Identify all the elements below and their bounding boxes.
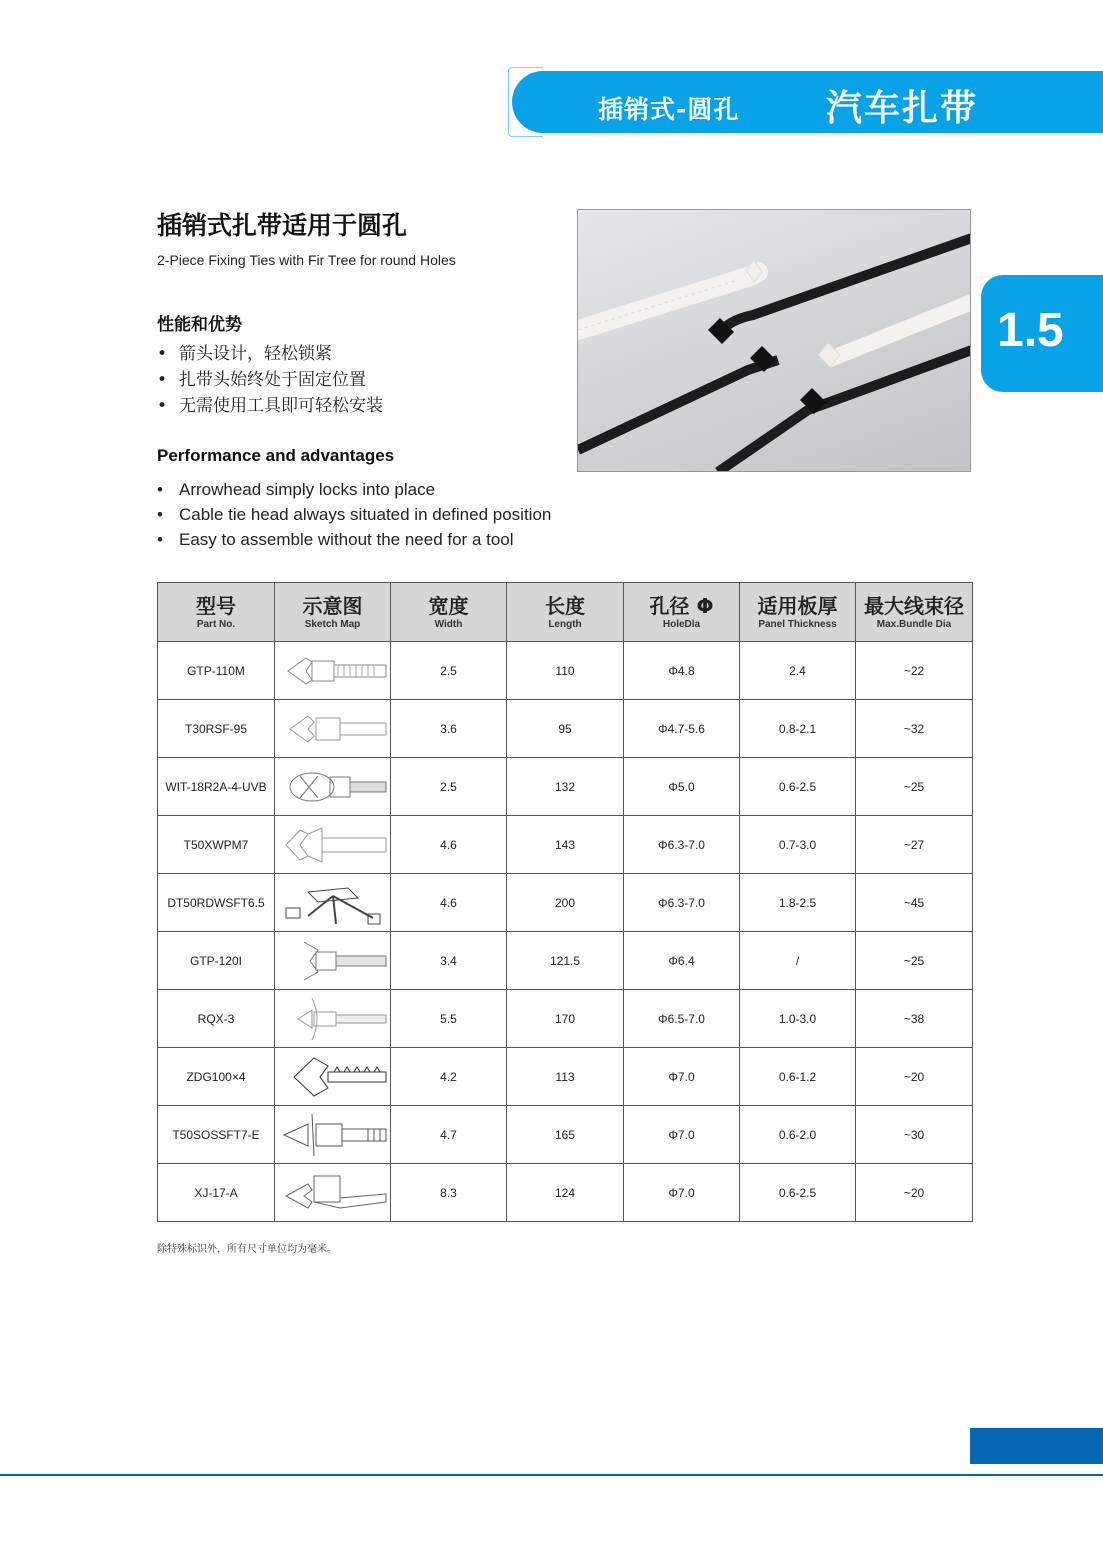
hole-dia: Φ7.0 bbox=[624, 1106, 740, 1164]
panel-thickness: 1.0-3.0 bbox=[740, 990, 856, 1048]
width: 4.6 bbox=[391, 874, 507, 932]
part-no: T50XWPM7 bbox=[158, 816, 275, 874]
header-bundle: 最大线束径 Max.Bundle Dia bbox=[856, 583, 973, 642]
part-no: ZDG100×4 bbox=[158, 1048, 275, 1106]
features-list-en bbox=[157, 477, 551, 552]
width: 3.4 bbox=[391, 932, 507, 990]
list-item: • Easy to assemble without the need for a tool bbox=[157, 530, 514, 549]
fir-tree-tie-sketch bbox=[278, 820, 388, 870]
panel-thickness: 0.6-1.2 bbox=[740, 1048, 856, 1106]
width: 8.3 bbox=[391, 1164, 507, 1222]
max-bundle: ~32 bbox=[856, 700, 973, 758]
features-heading-en: Performance and advantages bbox=[157, 446, 395, 465]
max-bundle: ~20 bbox=[856, 1164, 973, 1222]
hole-dia: Φ4.7-5.6 bbox=[624, 700, 740, 758]
features-list-cn bbox=[157, 341, 383, 419]
fir-tree-tie-sketch bbox=[278, 994, 388, 1044]
length: 200 bbox=[507, 874, 624, 932]
section-tab bbox=[981, 275, 1103, 392]
sketch-map bbox=[275, 700, 391, 758]
sketch-map bbox=[275, 1048, 391, 1106]
part-no: RQX-3 bbox=[158, 990, 275, 1048]
length: 95 bbox=[507, 700, 624, 758]
header-hole: 孔径 Φ HoleDla bbox=[624, 583, 740, 642]
product-title-en: 2-Piece Fixing Ties with Fir Tree for round Holes bbox=[157, 252, 456, 268]
list-item: • Cable tie head always situated in defined position bbox=[157, 505, 552, 524]
fir-tree-tie-sketch bbox=[278, 936, 388, 986]
fir-tree-tie-sketch bbox=[278, 646, 388, 696]
product-photo bbox=[577, 209, 971, 472]
width: 3.6 bbox=[391, 700, 507, 758]
table-row bbox=[158, 1048, 973, 1106]
hole-dia: Φ7.0 bbox=[624, 1048, 740, 1106]
list-item: • 无需使用工具即可轻松安装 bbox=[157, 396, 383, 416]
width: 4.7 bbox=[391, 1106, 507, 1164]
sketch-map bbox=[275, 642, 391, 700]
fir-tree-tie-sketch bbox=[278, 1110, 388, 1160]
section-number: 1.5 bbox=[997, 304, 1064, 357]
cable-ties-illustration bbox=[578, 210, 971, 472]
hole-dia: Φ6.3-7.0 bbox=[624, 874, 740, 932]
sketch-map bbox=[275, 758, 391, 816]
width: 4.6 bbox=[391, 816, 507, 874]
panel-thickness: 0.6-2.0 bbox=[740, 1106, 856, 1164]
fir-tree-tie-sketch bbox=[278, 704, 388, 754]
header-length: 长度 Length bbox=[507, 583, 624, 642]
table-row bbox=[158, 816, 973, 874]
list-item: • 箭头设计，轻松锁紧 bbox=[157, 344, 332, 364]
max-bundle: ~27 bbox=[856, 816, 973, 874]
banner-title: 汽车扎带 bbox=[826, 88, 979, 129]
table-row bbox=[158, 758, 973, 816]
panel-thickness: 0.7-3.0 bbox=[740, 816, 856, 874]
part-no: DT50RDWSFT6.5 bbox=[158, 874, 275, 932]
max-bundle: ~25 bbox=[856, 932, 973, 990]
max-bundle: ~25 bbox=[856, 758, 973, 816]
panel-thickness: / bbox=[740, 932, 856, 990]
fir-tree-tie-sketch bbox=[278, 1052, 388, 1102]
length: 165 bbox=[507, 1106, 624, 1164]
features-heading-cn: 性能和优势 bbox=[157, 315, 242, 335]
width: 2.5 bbox=[391, 642, 507, 700]
max-bundle: ~30 bbox=[856, 1106, 973, 1164]
list-item: • 扎带头始终处于固定位置 bbox=[157, 370, 366, 390]
width: 5.5 bbox=[391, 990, 507, 1048]
length: 143 bbox=[507, 816, 624, 874]
part-no: T50SOSSFT7-E bbox=[158, 1106, 275, 1164]
max-bundle: ~45 bbox=[856, 874, 973, 932]
width: 2.5 bbox=[391, 758, 507, 816]
table-row bbox=[158, 874, 973, 932]
length: 132 bbox=[507, 758, 624, 816]
hole-dia: Φ6.5-7.0 bbox=[624, 990, 740, 1048]
max-bundle: ~22 bbox=[856, 642, 973, 700]
panel-thickness: 1.8-2.5 bbox=[740, 874, 856, 932]
hole-dia: Φ4.8 bbox=[624, 642, 740, 700]
table-row bbox=[158, 700, 973, 758]
table-row bbox=[158, 1106, 973, 1164]
fir-tree-tie-sketch bbox=[278, 878, 388, 928]
hole-dia: Φ7.0 bbox=[624, 1164, 740, 1222]
list-item: • Arrowhead simply locks into place bbox=[157, 480, 436, 499]
part-no: WIT-18R2A-4-UVB bbox=[158, 758, 275, 816]
fir-tree-tie-sketch bbox=[278, 1168, 388, 1218]
fir-tree-tie-sketch bbox=[278, 762, 388, 812]
header-width: 宽度 Width bbox=[391, 583, 507, 642]
table-row bbox=[158, 1164, 973, 1222]
sketch-map bbox=[275, 874, 391, 932]
sketch-map bbox=[275, 816, 391, 874]
length: 124 bbox=[507, 1164, 624, 1222]
header-panel: 适用板厚 Panel Thickness bbox=[740, 583, 856, 642]
max-bundle: ~38 bbox=[856, 990, 973, 1048]
sketch-map bbox=[275, 990, 391, 1048]
panel-thickness: 0.8-2.1 bbox=[740, 700, 856, 758]
length: 113 bbox=[507, 1048, 624, 1106]
spec-table bbox=[157, 582, 973, 1222]
length: 170 bbox=[507, 990, 624, 1048]
sketch-map bbox=[275, 1106, 391, 1164]
sketch-map bbox=[275, 932, 391, 990]
part-no: GTP-110M bbox=[158, 642, 275, 700]
panel-thickness: 0.6-2.5 bbox=[740, 758, 856, 816]
footer-line bbox=[0, 1474, 1103, 1476]
max-bundle: ~20 bbox=[856, 1048, 973, 1106]
sketch-map bbox=[275, 1164, 391, 1222]
width: 4.2 bbox=[391, 1048, 507, 1106]
panel-thickness: 0.6-2.5 bbox=[740, 1164, 856, 1222]
footnote: 除特殊标识外，所有尺寸单位均为毫米。 bbox=[157, 1244, 337, 1255]
panel-thickness: 2.4 bbox=[740, 642, 856, 700]
length: 121.5 bbox=[507, 932, 624, 990]
banner-subtitle: 插销式-圆孔 bbox=[598, 95, 740, 124]
hole-dia: Φ6.3-7.0 bbox=[624, 816, 740, 874]
hole-dia: Φ6.4 bbox=[624, 932, 740, 990]
hole-dia: Φ5.0 bbox=[624, 758, 740, 816]
header-sketch: 示意图 Sketch Map bbox=[275, 583, 391, 642]
table-row bbox=[158, 932, 973, 990]
length: 110 bbox=[507, 642, 624, 700]
table-row bbox=[158, 642, 973, 700]
table-header-row bbox=[158, 583, 973, 642]
header-part-no: 型号 Part No. bbox=[158, 583, 275, 642]
part-no: T30RSF-95 bbox=[158, 700, 275, 758]
table-row bbox=[158, 990, 973, 1048]
part-no: XJ-17-A bbox=[158, 1164, 275, 1222]
part-no: GTP-120I bbox=[158, 932, 275, 990]
product-title-cn: 插销式扎带适用于圆孔 bbox=[157, 211, 408, 240]
footer-block bbox=[970, 1428, 1103, 1464]
